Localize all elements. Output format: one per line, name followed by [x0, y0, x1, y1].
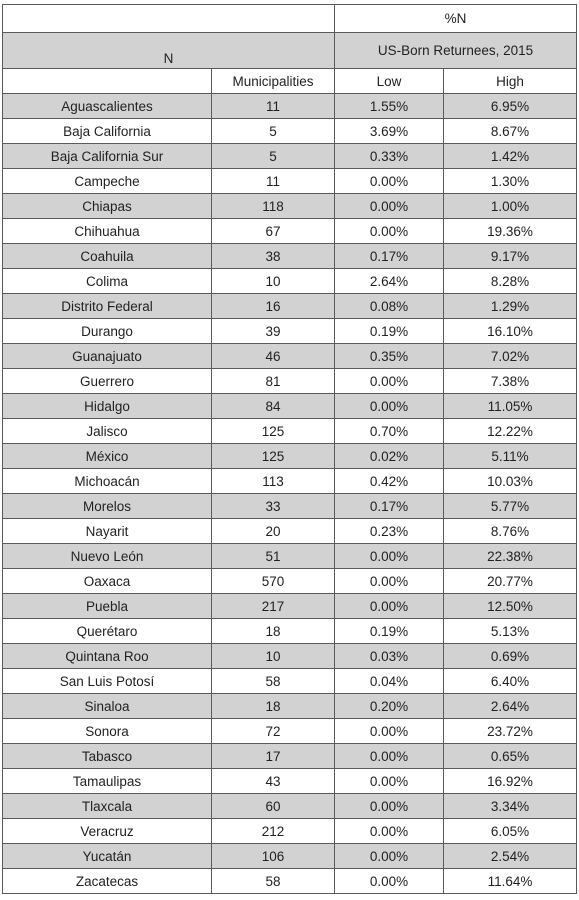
state-cell: Tlaxcala	[3, 794, 212, 819]
group-header: US-Born Returnees, 2015	[335, 33, 577, 69]
municipalities-cell: 81	[212, 369, 335, 394]
table-row	[3, 269, 577, 294]
table-row	[3, 419, 577, 444]
state-cell: Zacatecas	[3, 869, 212, 894]
state-cell: Oaxaca	[3, 569, 212, 594]
high-cell: 9.17%	[444, 244, 577, 269]
table-row	[3, 469, 577, 494]
high-cell: 2.64%	[444, 694, 577, 719]
state-cell: Guerrero	[3, 369, 212, 394]
low-cell: 0.35%	[335, 344, 444, 369]
table-row	[3, 644, 577, 669]
municipalities-cell: 60	[212, 794, 335, 819]
low-cell: 0.00%	[335, 569, 444, 594]
high-cell: 22.38%	[444, 544, 577, 569]
state-cell: Aguascalientes	[3, 94, 212, 119]
table-row	[3, 194, 577, 219]
high-cell: 11.64%	[444, 869, 577, 894]
low-header: Low	[335, 69, 444, 94]
high-cell: 1.30%	[444, 169, 577, 194]
state-cell: Nuevo León	[3, 544, 212, 569]
high-cell: 16.92%	[444, 769, 577, 794]
high-cell: 20.77%	[444, 569, 577, 594]
state-cell: Baja California	[3, 119, 212, 144]
state-cell: Sonora	[3, 719, 212, 744]
high-cell: 5.13%	[444, 619, 577, 644]
low-cell: 0.42%	[335, 469, 444, 494]
high-cell: 16.10%	[444, 319, 577, 344]
municipalities-cell: 67	[212, 219, 335, 244]
high-cell: 5.11%	[444, 444, 577, 469]
table-row	[3, 869, 577, 894]
table-row	[3, 794, 577, 819]
low-cell: 0.00%	[335, 794, 444, 819]
state-cell: México	[3, 444, 212, 469]
low-cell: 0.33%	[335, 144, 444, 169]
municipalities-cell: 10	[212, 269, 335, 294]
state-cell: Hidalgo	[3, 394, 212, 419]
state-cell: Campeche	[3, 169, 212, 194]
state-cell: Tabasco	[3, 744, 212, 769]
low-cell: 0.00%	[335, 769, 444, 794]
state-cell: Morelos	[3, 494, 212, 519]
low-cell: 0.08%	[335, 294, 444, 319]
high-cell: 3.34%	[444, 794, 577, 819]
municipalities-cell: 20	[212, 519, 335, 544]
municipalities-header: Municipalities	[212, 69, 335, 94]
low-cell: 0.70%	[335, 419, 444, 444]
table-row	[3, 769, 577, 794]
table-row	[3, 294, 577, 319]
low-cell: 0.00%	[335, 169, 444, 194]
state-cell: Nayarit	[3, 519, 212, 544]
table-row	[3, 819, 577, 844]
high-cell: 1.00%	[444, 194, 577, 219]
municipalities-cell: 217	[212, 594, 335, 619]
low-cell: 0.04%	[335, 669, 444, 694]
high-cell: 11.05%	[444, 394, 577, 419]
municipalities-cell: 125	[212, 419, 335, 444]
municipalities-cell: 51	[212, 544, 335, 569]
table-row	[3, 569, 577, 594]
state-cell: Colima	[3, 269, 212, 294]
state-cell: Querétaro	[3, 619, 212, 644]
state-cell: Jalisco	[3, 419, 212, 444]
state-cell: Puebla	[3, 594, 212, 619]
pct-header: %N	[335, 5, 577, 33]
low-cell: 0.17%	[335, 494, 444, 519]
low-cell: 0.00%	[335, 194, 444, 219]
low-cell: 0.03%	[335, 644, 444, 669]
municipalities-cell: 46	[212, 344, 335, 369]
state-cell: Yucatán	[3, 844, 212, 869]
municipalities-cell: 125	[212, 444, 335, 469]
low-cell: 0.23%	[335, 519, 444, 544]
state-cell: Coahuila	[3, 244, 212, 269]
table-row	[3, 694, 577, 719]
table-row	[3, 619, 577, 644]
state-cell: San Luis Potosí	[3, 669, 212, 694]
low-cell: 0.00%	[335, 719, 444, 744]
municipalities-cell: 58	[212, 869, 335, 894]
table-row	[3, 369, 577, 394]
low-cell: 0.00%	[335, 394, 444, 419]
table-row	[3, 319, 577, 344]
high-cell: 19.36%	[444, 219, 577, 244]
state-cell: Chihuahua	[3, 219, 212, 244]
state-cell: Baja California Sur	[3, 144, 212, 169]
table-row	[3, 144, 577, 169]
low-cell: 0.00%	[335, 744, 444, 769]
municipalities-cell: 11	[212, 94, 335, 119]
high-cell: 0.65%	[444, 744, 577, 769]
low-cell: 0.00%	[335, 594, 444, 619]
municipalities-cell: 106	[212, 844, 335, 869]
low-cell: 0.00%	[335, 819, 444, 844]
high-cell: 8.28%	[444, 269, 577, 294]
low-cell: 0.00%	[335, 869, 444, 894]
municipalities-cell: 10	[212, 644, 335, 669]
high-cell: 2.54%	[444, 844, 577, 869]
high-cell: 8.76%	[444, 519, 577, 544]
high-cell: 6.40%	[444, 669, 577, 694]
table-row	[3, 344, 577, 369]
low-cell: 0.00%	[335, 544, 444, 569]
low-cell: 0.19%	[335, 319, 444, 344]
table-row	[3, 119, 577, 144]
header-blank-cell	[3, 5, 335, 33]
state-cell: Guanajuato	[3, 344, 212, 369]
table-row	[3, 169, 577, 194]
municipalities-cell: 118	[212, 194, 335, 219]
returnees-table	[2, 4, 577, 894]
high-cell: 1.42%	[444, 144, 577, 169]
municipalities-cell: 113	[212, 469, 335, 494]
high-cell: 23.72%	[444, 719, 577, 744]
low-cell: 0.00%	[335, 844, 444, 869]
municipalities-cell: 18	[212, 694, 335, 719]
low-cell: 0.17%	[335, 244, 444, 269]
table-row	[3, 519, 577, 544]
high-cell: 0.69%	[444, 644, 577, 669]
table-row	[3, 219, 577, 244]
municipalities-cell: 5	[212, 144, 335, 169]
table-row	[3, 444, 577, 469]
low-cell: 0.00%	[335, 369, 444, 394]
high-header: High	[444, 69, 577, 94]
high-cell: 5.77%	[444, 494, 577, 519]
low-cell: 0.19%	[335, 619, 444, 644]
table-row	[3, 744, 577, 769]
table-row	[3, 669, 577, 694]
high-cell: 6.05%	[444, 819, 577, 844]
table-row	[3, 494, 577, 519]
municipalities-cell: 72	[212, 719, 335, 744]
municipalities-cell: 39	[212, 319, 335, 344]
low-cell: 0.02%	[335, 444, 444, 469]
municipalities-cell: 212	[212, 819, 335, 844]
state-header-blank	[3, 69, 212, 94]
n-header: N	[3, 33, 335, 69]
table-row	[3, 719, 577, 744]
high-cell: 6.95%	[444, 94, 577, 119]
state-cell: Durango	[3, 319, 212, 344]
municipalities-cell: 38	[212, 244, 335, 269]
table-row	[3, 394, 577, 419]
low-cell: 1.55%	[335, 94, 444, 119]
high-cell: 8.67%	[444, 119, 577, 144]
municipalities-cell: 58	[212, 669, 335, 694]
municipalities-cell: 33	[212, 494, 335, 519]
municipalities-cell: 84	[212, 394, 335, 419]
low-cell: 3.69%	[335, 119, 444, 144]
state-cell: Quintana Roo	[3, 644, 212, 669]
municipalities-cell: 18	[212, 619, 335, 644]
low-cell: 2.64%	[335, 269, 444, 294]
high-cell: 12.22%	[444, 419, 577, 444]
state-cell: Michoacán	[3, 469, 212, 494]
table-row	[3, 594, 577, 619]
high-cell: 10.03%	[444, 469, 577, 494]
municipalities-cell: 11	[212, 169, 335, 194]
state-cell: Distrito Federal	[3, 294, 212, 319]
table-row	[3, 844, 577, 869]
state-cell: Veracruz	[3, 819, 212, 844]
high-cell: 12.50%	[444, 594, 577, 619]
state-cell: Tamaulipas	[3, 769, 212, 794]
high-cell: 7.02%	[444, 344, 577, 369]
low-cell: 0.00%	[335, 219, 444, 244]
municipalities-cell: 43	[212, 769, 335, 794]
table-row	[3, 94, 577, 119]
municipalities-cell: 5	[212, 119, 335, 144]
table-row	[3, 544, 577, 569]
municipalities-cell: 17	[212, 744, 335, 769]
low-cell: 0.20%	[335, 694, 444, 719]
high-cell: 1.29%	[444, 294, 577, 319]
table-row	[3, 244, 577, 269]
state-cell: Chiapas	[3, 194, 212, 219]
state-cell: Sinaloa	[3, 694, 212, 719]
high-cell: 7.38%	[444, 369, 577, 394]
municipalities-cell: 16	[212, 294, 335, 319]
municipalities-cell: 570	[212, 569, 335, 594]
